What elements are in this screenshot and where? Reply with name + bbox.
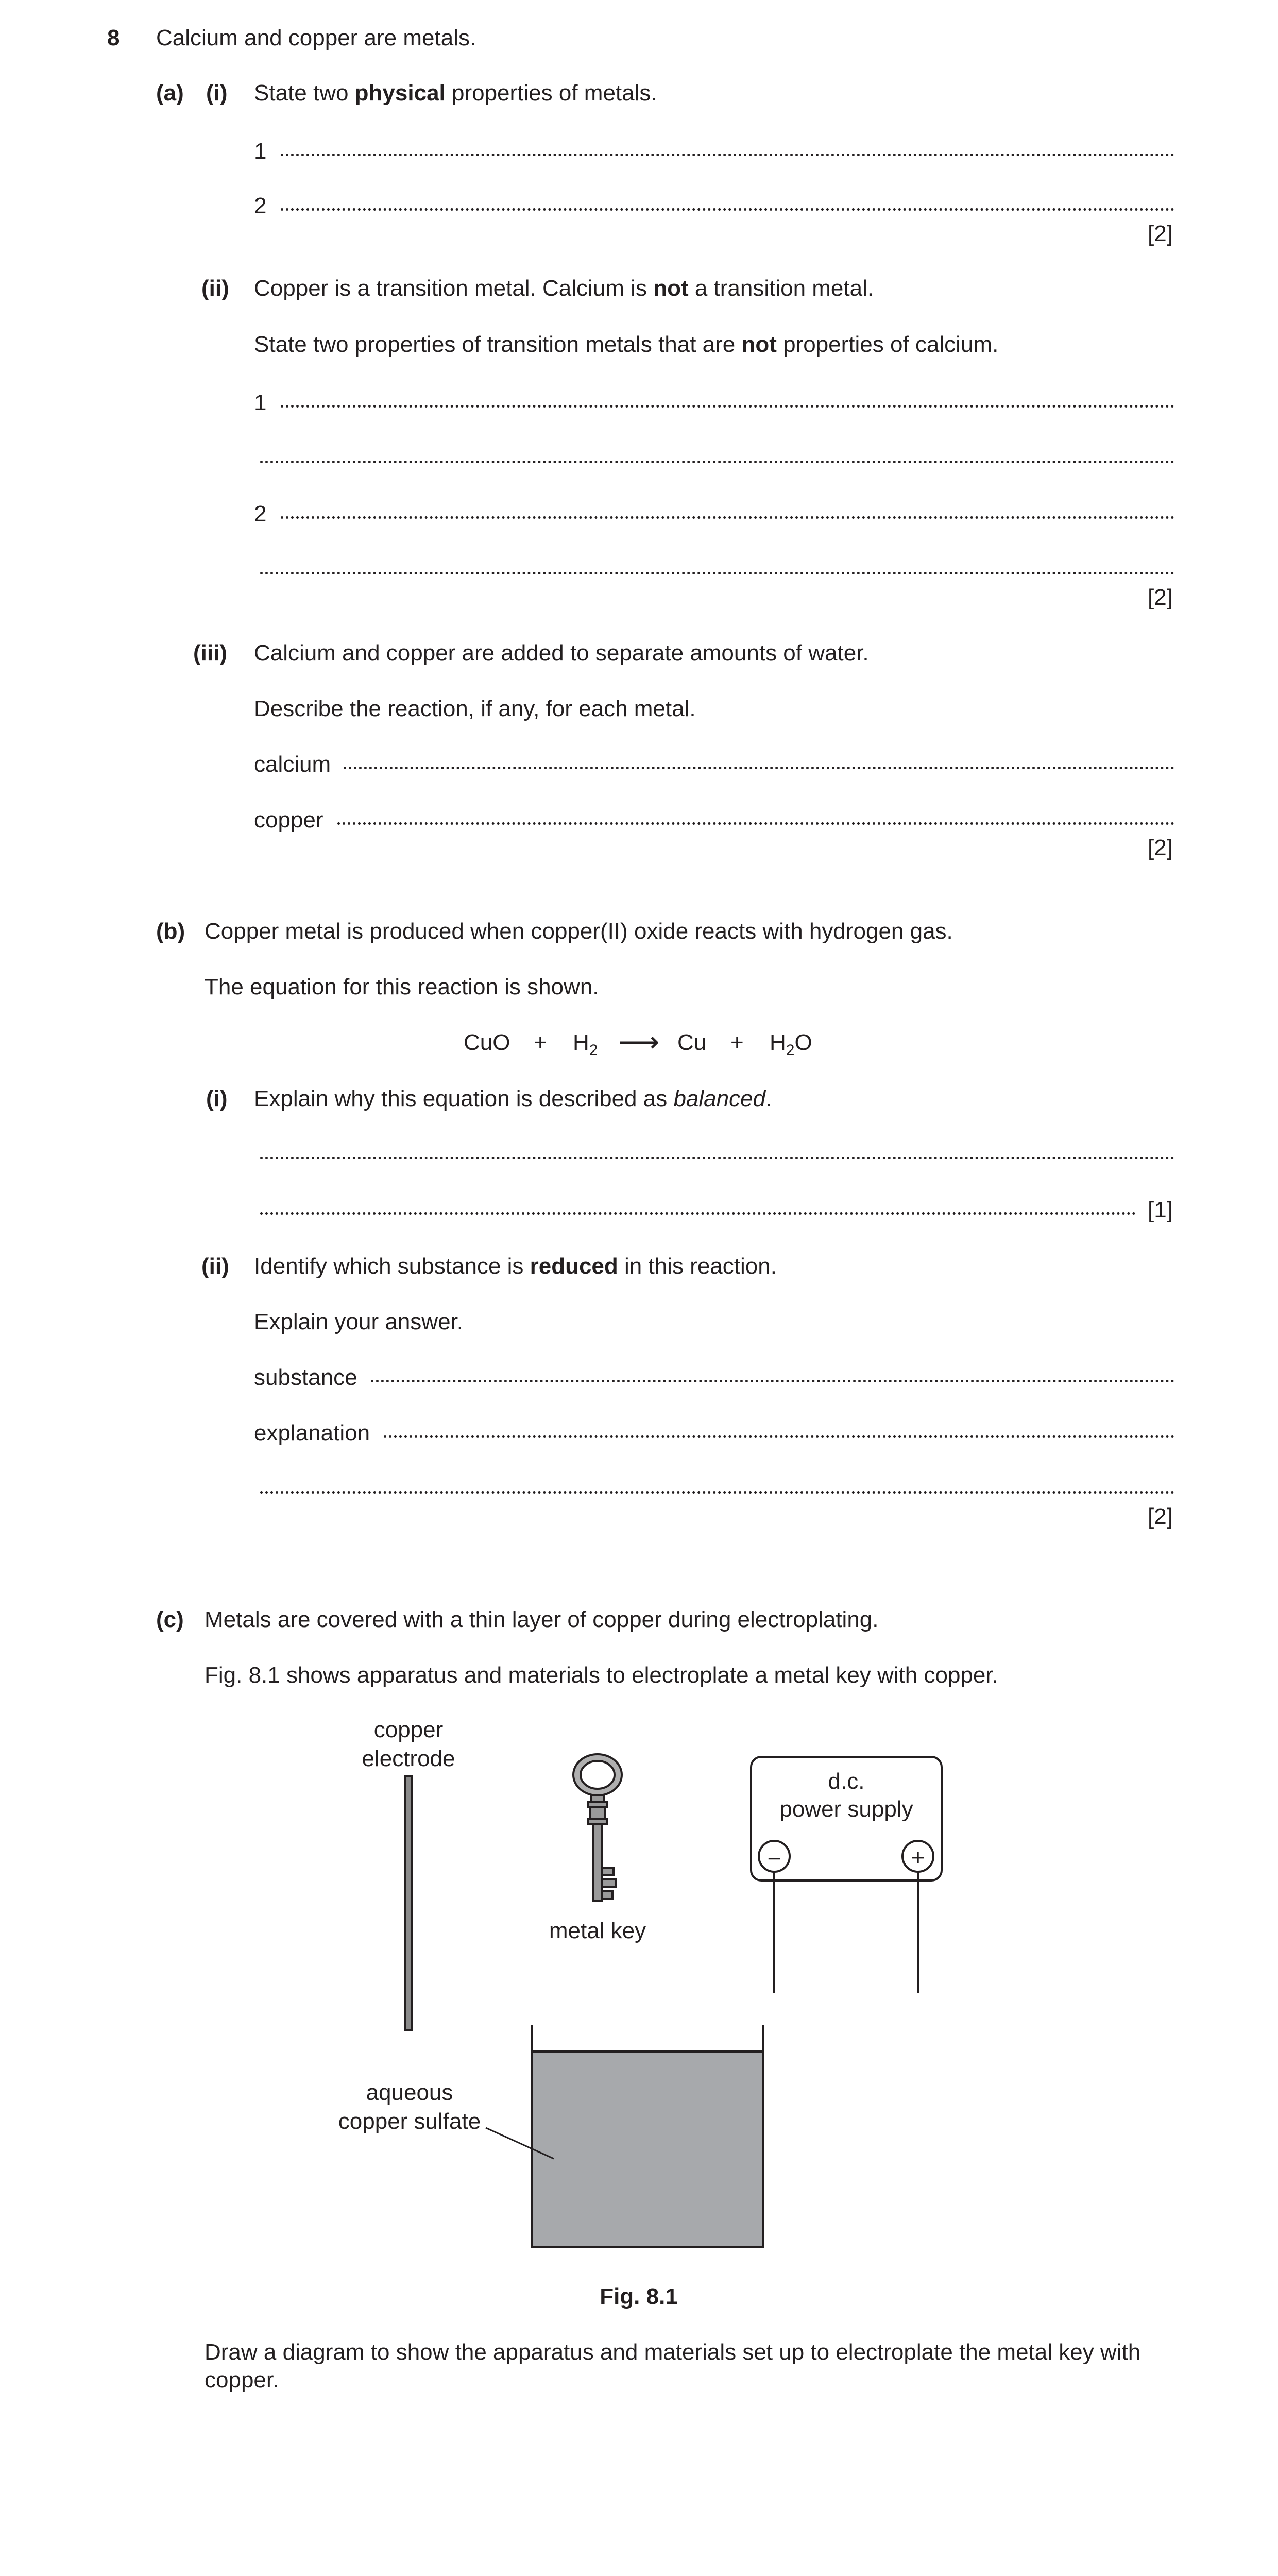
part-a-ii-label: (ii) (201, 276, 229, 301)
question-number: 8 (107, 25, 120, 50)
part-b-ii-label: (ii) (201, 1253, 229, 1279)
answer-line-number: 2 (254, 501, 267, 527)
figure-caption: Fig. 8.1 (600, 2284, 678, 2309)
power-supply-label-line2: power supply (779, 1797, 913, 1822)
answer-line-number: 2 (254, 193, 267, 218)
copper-electrode-label-line2: electrode (362, 1746, 455, 1771)
power-supply-label-line1: d.c. (828, 1769, 865, 1794)
metal-key-icon (573, 1754, 622, 1901)
part-b-i-prompt: Explain why this equation is described as balanced. (254, 1086, 772, 1111)
minus-symbol: − (767, 1845, 781, 1872)
part-a-i-label: (i) (206, 80, 228, 106)
marks-label: [2] (1148, 221, 1173, 246)
question-stem: Calcium and copper are metals. (156, 25, 476, 50)
equation-product-cu: Cu (677, 1030, 707, 1055)
part-c-text: Metals are covered with a thin layer of copper during electroplating. (205, 1607, 879, 1632)
part-b-label: (b) (156, 919, 185, 944)
equation-arrow: ⟶ (618, 1025, 660, 1058)
part-b-i-label: (i) (206, 1086, 228, 1111)
marks-label: [1] (1148, 1197, 1173, 1223)
marks-label: [2] (1148, 835, 1173, 860)
part-c-label: (c) (156, 1607, 184, 1632)
part-a-iii-label: (iii) (193, 640, 227, 666)
solution-label-line2: copper sulfate (338, 2109, 481, 2134)
copper-label: copper (254, 807, 323, 833)
part-a-ii-text: Copper is a transition metal. Calcium is not a transition metal. (254, 276, 874, 301)
part-c-instruction-line1: Draw a diagram to show the apparatus and materials set up to electroplate the metal key with (205, 2340, 1141, 2365)
calcium-label: calcium (254, 752, 331, 777)
part-a-iii-prompt: Describe the reaction, if any, for each metal. (254, 696, 696, 721)
drawing-answer-area[interactable] (205, 2411, 1174, 2576)
copper-electrode-label-line1: copper (373, 1717, 444, 1742)
part-b-text: Copper metal is produced when copper(II) oxide reacts with hydrogen gas. (205, 919, 953, 944)
part-a-ii-prompt: State two properties of transition metals that are not properties of calcium. (254, 332, 999, 357)
equation-reactant-h2: $H_2$ (573, 1030, 598, 1059)
part-b-equation-intro: The equation for this reaction is shown. (205, 974, 599, 999)
answer-line-number: 1 (254, 139, 267, 164)
copper-sulfate-solution (532, 2052, 763, 2247)
explanation-label: explanation (254, 1420, 370, 1446)
equation-plus: + (534, 1030, 547, 1055)
metal-key-label: metal key (549, 1918, 646, 1943)
part-c-instruction-line2: copper. (205, 2367, 279, 2393)
equation-plus: + (730, 1030, 744, 1055)
equation-reactant-cuo: CuO (464, 1030, 510, 1055)
plus-symbol: + (911, 1844, 925, 1871)
part-a-label: (a) (156, 80, 184, 106)
part-a-i-prompt: State two physical properties of metals. (254, 80, 657, 106)
marks-label: [2] (1148, 585, 1173, 610)
equation-product-h2o: $H_2O$ (770, 1030, 812, 1059)
substance-label: substance (254, 1365, 357, 1390)
marks-label: [2] (1148, 1504, 1173, 1529)
part-b-ii-prompt: Identify which substance is reduced in this reaction. (254, 1253, 777, 1279)
part-c-figure-intro: Fig. 8.1 shows apparatus and materials to electroplate a metal key with copper. (205, 1663, 998, 1688)
solution-label-line1: aqueous (366, 2080, 453, 2105)
copper-electrode-rod (405, 1776, 412, 2030)
part-a-iii-text: Calcium and copper are added to separate amounts of water. (254, 640, 869, 666)
answer-line-number: 1 (254, 390, 267, 415)
part-b-ii-explain: Explain your answer. (254, 1309, 463, 1334)
